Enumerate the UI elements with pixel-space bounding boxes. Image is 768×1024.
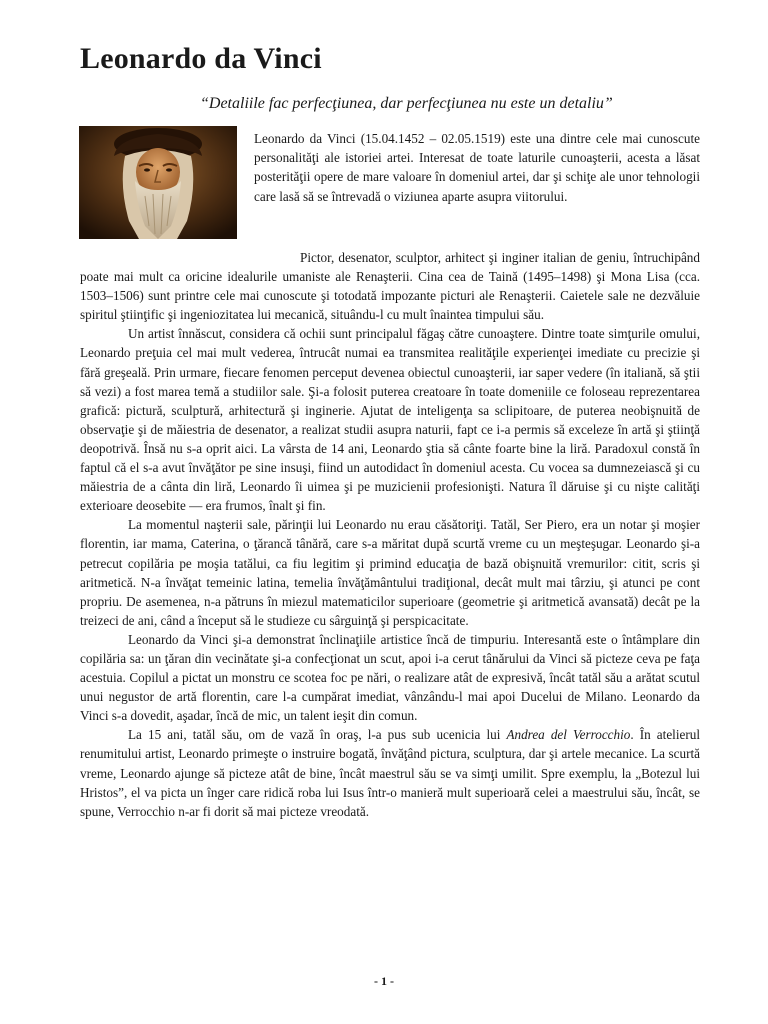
article-body bbox=[80, 248, 700, 821]
paragraph-text: La 15 ani, tatăl său, om de vază în oraş, l-a pus sub ucenicia lui bbox=[128, 727, 507, 743]
portrait-image bbox=[79, 126, 237, 239]
emphasized-name: Andrea del Verrocchio bbox=[506, 727, 631, 743]
body-paragraph: Pictor, desenator, sculptor, arhitect şi inginer italian de geniu, întruchipând poate mai mult ca oricine idealurile umaniste ale Renaşterii. Cina cea de Taină (1495–1498) şi Mona Lisa (cca. 1503–1506) sunt printre cele mai cunoscute şi totodată impozante picturi ale Renaşterii. Caietele sale ne dezvăluie spiritul ştiinţific şi ingeniozitatea lui mecanică, situându-l cu mult înaintea timpului său. bbox=[80, 250, 700, 323]
intro-paragraph: Leonardo da Vinci (15.04.1452 – 02.05.1519) este una dintre cele mai cunoscute personalităţi ale istoriei artei. Interesat de toate laturile cunoaşterii, acesta a lăsat posterităţii opere de mare valoare în domeniul artei, dar şi schiţe ale unor tehnologii care lasă să se întrevadă o viziunea aparte asupra viitorului. bbox=[254, 131, 700, 204]
portrait-illustration bbox=[79, 126, 237, 239]
page-number: - 1 - bbox=[374, 974, 394, 988]
paragraph-text: . În atelierul renumitului artist, Leonardo primeşte o instruire bogată, învăţând pictura, sculptura, dar şi artele mecanice. La scurtă vreme, Leonardo ajunge să picteze atât de bine, încât maestrul său se va simţi umilit. Spre exemplu, la „Botezul lui Hristos”, el va picta un înger care ridică roba lui Isus într-o manieră mult superioară celei a maestrului său, încât, se spune, Verrocchio n-ar fi dorit să mai picteze vreodată. bbox=[80, 727, 701, 819]
body-paragraph bbox=[80, 725, 700, 820]
body-paragraph: Un artist înnăscut, considera că ochii sunt principalul făgaş către cunoaştere. Dintre toate simţurile omului, Leonardo preţuia cel mai mult vederea, întrucât numai ea transmitea realităţile experienţei imediate cu precizie şi fără greşeală. Prin urmare, fiecare fenomen perceput devenea obiectul cunoaşterii, iar saper vedere (în italiană, să ştii să vezi) a fost marea temă a studiilor sale. Şi-a folosit puterea creatoare în toate domeniile ce foloseau reprezentarea grafică: pictură, sculptură, arhitectură şi inginerie. Ajutat de inteligenţa sa sclipitoare, de puterea neobişnuită de observaţie şi de măiestria de desenator, a realizat studii asupra naturii, fapt ce i-a permis să exceleze în artă şi ştiinţă deopotrivă. Însă nu s-a oprit aici. La vârsta de 14 ani, Leonardo ştia să cânte foarte bine la liră. Paradoxul constă în faptul că el s-a avut învăţător pe sine insuşi, fiind un autodidact în domeniul acesta. Cu vocea sa dumnezeiască şi cu măiestria de a cânta din liră, Leonardo îi uimea şi pe muzicienii profesionişti. Natura îl dăruise şi cu nişte calităţi exterioare deosebite — era frumos, înalt şi fin. bbox=[80, 326, 700, 514]
page-title: Leonardo da Vinci bbox=[80, 42, 322, 75]
body-paragraph: La momentul naşterii sale, părinţii lui Leonardo nu erau căsătoriţi. Tatăl, Ser Piero, era un notar şi moşier florentin, iar mama, Caterina, o ţărancă tânără, care s-a măritat după scurtă vreme cu un meşteşugar. Leonardo şi-a petrecut copilăria pe moşia tatălui, ca fiu legitim şi primind educaţia de bază obişnuită vremurilor: citit, scris şi aritmetică. N-a învăţat temeinic latina, temelia învăţământului tradiţional, decât mult mai târziu, şi atunci pe cont propriu. De asemenea, n-a pătruns în miezul matematicilor superioare (geometrie şi aritmetică avansată) decât pe la treizeci de ani, când a început să le studieze cu sârguinţă şi perspicacitate. bbox=[80, 517, 700, 628]
body-paragraph: Leonardo da Vinci şi-a demonstrat înclinaţiile artistice încă de timpuriu. Interesantă este o întâmplare din copilăria sa: un ţăran din vecinătate şi-a confecţionat un scut, apoi i-a cerut tânărului da Vinci să picteze ceva pe faţa acestuia. Copilul a pictat un monstru ce scotea foc pe nări, o realizare atât de expresivă, încât tatăl său a arătat scutul unui negustor de artă florentin, care l-a cumpărat imediat, vânzându-l mai apoi Ducelui de Milano. Leonardo da Vinci s-a dovedit, aşadar, încă de mic, un talent ieşit din comun. bbox=[80, 631, 700, 724]
epigraph-quote: “Detaliile fac perfecţiunea, dar perfecţiunea nu este un detaliu” bbox=[200, 95, 613, 112]
